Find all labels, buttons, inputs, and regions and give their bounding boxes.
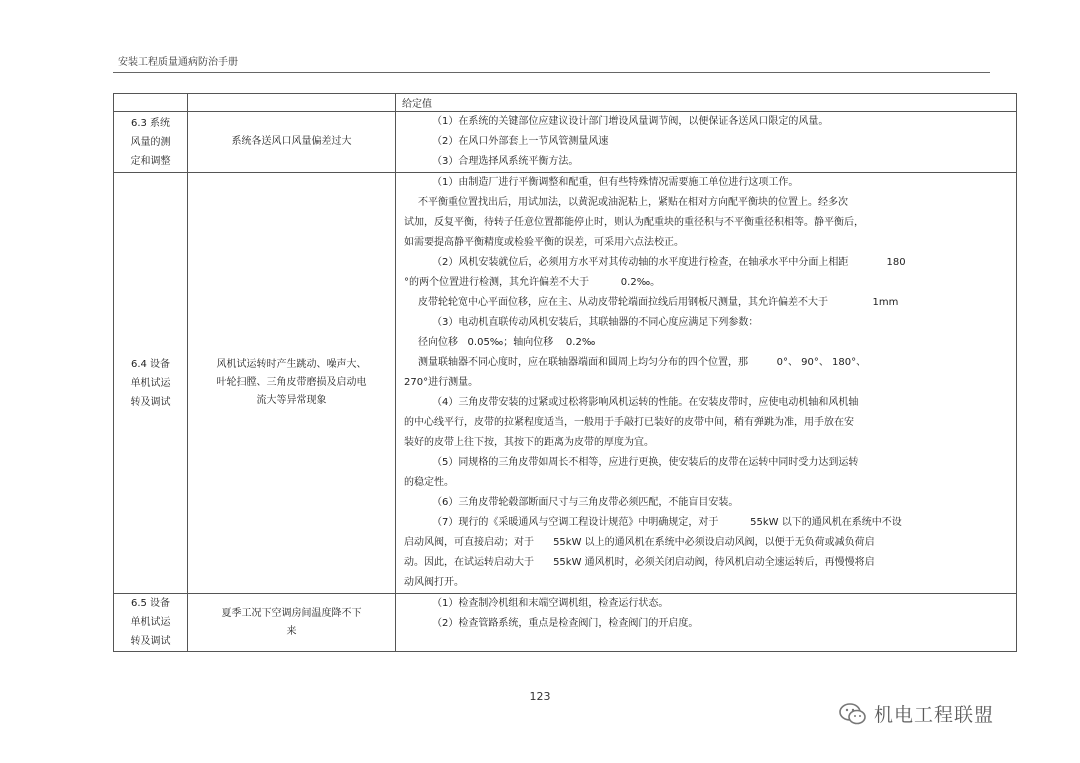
measure-line: 试加，反复平衡，待转子任意位置都能停止时，则认为配重块的重径积与不平衡重径积相等。静平衡后， <box>404 217 864 228</box>
section-cell-6-3 <box>114 112 188 173</box>
measure-cell <box>396 94 1017 112</box>
quality-defect-table <box>113 93 1017 652</box>
problem-cell-6-4 <box>188 173 396 594</box>
measure-line: （4）三角皮带安装的过紧或过松将影响风机运转的性能。在安装皮带时，应使电动机轴和风机轴 <box>432 397 859 408</box>
measure-line: 动。因此，在试运转启动大于 55kW 通风机时，必须关闭启动阀，待风机启动全速运转后，再慢慢将启 <box>404 557 875 568</box>
measure-line: 270°进行测量。 <box>404 377 479 388</box>
measure-line: 的中心线平行，皮带的拉紧程度适当，一般用于手敲打已装好的皮带中间，稍有弹跳为准，用手放在安 <box>404 417 854 428</box>
measure-line: （2）风机安装就位后，必须用方水平对其传动轴的水平度进行检查，在轴承水平中分面上相距 180 <box>432 257 906 268</box>
measure-line: 装好的皮带上往下按，其按下的距离为皮带的厚度为宜。 <box>404 437 654 448</box>
measure-line: 的稳定性。 <box>404 477 454 488</box>
header-divider <box>113 72 990 73</box>
measure-line: 动风阀打开。 <box>404 577 464 588</box>
measure-line: °的两个位置进行检测，其允许偏差不大于 0.2‰。 <box>404 277 661 288</box>
section-label-line: 转及调试 <box>130 636 171 647</box>
table-row-6-3 <box>114 112 1017 173</box>
measure-line: （3）合理选择风系统平衡方法。 <box>432 156 579 167</box>
problem-cell-6-5 <box>188 594 396 652</box>
table-row-6-5 <box>114 594 1017 652</box>
section-label-line: 6.3 系统 <box>130 117 171 129</box>
section-label-line: 定和调整 <box>130 155 171 167</box>
problem-cell <box>188 94 396 112</box>
section-label-line: 6.4 设备 <box>130 358 171 370</box>
measure-cell-6-4 <box>396 173 1017 594</box>
measure-cell-6-5 <box>396 594 1017 652</box>
section-label-line: 转及调试 <box>130 396 171 408</box>
section-cell-6-4 <box>114 173 188 594</box>
section-label-line: 6.5 设备 <box>130 598 171 609</box>
measure-line: 如需要提高静平衡精度或检验平衡的误差，可采用六点法校正。 <box>404 237 684 248</box>
problem-line: 夏季工况下空调房间温度降不下 <box>221 607 362 619</box>
measure-line: 不平衡重位置找出后，用试加法，以黄泥或油泥粘上，紧贴在相对方向配平衡块的位置上。经多次 <box>418 197 848 208</box>
problem-cell-6-3 <box>188 112 396 173</box>
measure-line: （2）检查管路系统，重点是检查阀门，检查阀门的开启度。 <box>432 618 699 629</box>
table-row-6-4 <box>114 173 1017 594</box>
wechat-icon <box>838 701 868 727</box>
document-header-title: 安装工程质量通病防治手册 <box>118 57 238 68</box>
given-value-text: 给定值 <box>402 99 432 110</box>
measure-line: 径向位移 0.05‰；轴向位移 0.2‰ <box>418 337 596 348</box>
problem-line: 叶轮扫膛、三角皮带磨损及启动电 <box>216 377 367 388</box>
section-label-line: 风量的测 <box>130 136 171 148</box>
problem-line: 来 <box>286 625 297 637</box>
measure-line: （2）在风口外部套上一节风管测量风速 <box>432 136 609 147</box>
section-cell <box>114 94 188 112</box>
measure-line: （1）在系统的关键部位应建议设计部门增设风量调节阀，以便保证各送风口限定的风量。 <box>432 116 829 127</box>
measure-line: （6）三角皮带轮毂部断面尺寸与三角皮带必须匹配，不能盲目安装。 <box>432 497 739 508</box>
measure-line: 测量联轴器不同心度时，应在联轴器端面和圆周上均匀分布的四个位置，那 0°、 90°、 180°、 <box>418 357 867 368</box>
watermark <box>838 700 994 727</box>
watermark-text: 机电工程联盟 <box>874 704 995 726</box>
measure-line: 启动风阀，可直接启动；对于 55kW 以上的通风机在系统中必须设启动风阀，以便于无负荷或减负荷启 <box>404 537 875 548</box>
section-label-line: 单机试运 <box>130 617 171 628</box>
measure-cell-6-3 <box>396 112 1017 173</box>
measure-line: （5）同规格的三角皮带如周长不相等，应进行更换，使安装后的皮带在运转中同时受力达到运转 <box>432 457 859 468</box>
page-number: 123 <box>529 690 551 703</box>
section-cell-6-5 <box>114 594 188 652</box>
problem-text: 系统各送风口风量偏差过大 <box>231 136 352 147</box>
measure-line: （7）现行的《采暖通风与空调工程设计规范》中明确规定，对于 55kW 以下的通风机在系统中不设 <box>432 517 902 528</box>
table-row-given-value <box>114 94 1017 112</box>
measure-line: （3）电动机直联传动风机安装后，其联轴器的不同心度应满足下列参数： <box>432 317 759 328</box>
measure-line: （1）检查制冷机组和末端空调机组，检查运行状态。 <box>432 598 669 609</box>
measure-line: 皮带轮轮宽中心平面位移，应在主、从动皮带轮端面拉线后用钢板尺测量，其允许偏差不大于 1mm <box>418 297 899 308</box>
measure-line: （1）由制造厂进行平衡调整和配重，但有些特殊情况需要施工单位进行这项工作。 <box>432 177 799 188</box>
section-label-line: 单机试运 <box>130 377 171 389</box>
problem-line: 流大等异常现象 <box>256 395 327 406</box>
problem-line: 风机试运转时产生跳动、噪声大、 <box>216 359 367 370</box>
